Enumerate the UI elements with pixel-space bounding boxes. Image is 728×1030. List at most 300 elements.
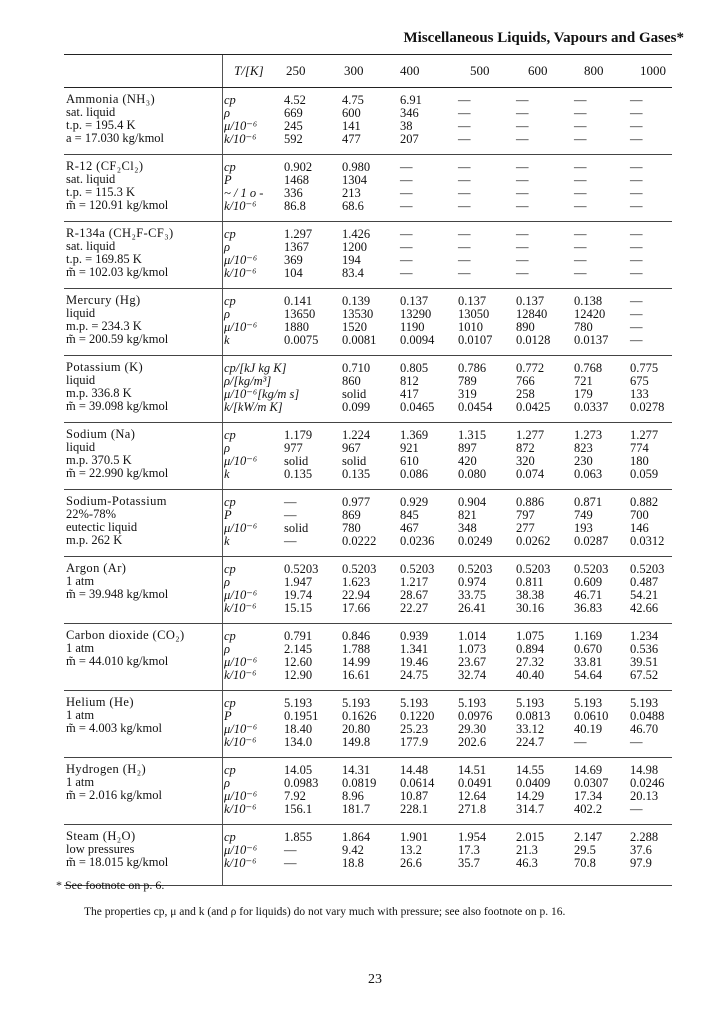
table-cell: 0.846	[342, 629, 371, 643]
table-cell: 0.0337	[574, 400, 609, 414]
table-cell: 24.75	[400, 668, 429, 682]
property-label: k/10⁻⁶	[224, 668, 257, 682]
table-cell: 5.193	[630, 696, 659, 710]
table-cell: 4.52	[284, 93, 306, 107]
footnote-text: The properties cp, μ and k (and ρ for liquids) do not vary much with pressure; see also footnote on p. 16.	[84, 906, 566, 918]
table-cell: —	[574, 253, 587, 267]
table-cell: —	[458, 93, 471, 107]
property-label: cp	[224, 495, 236, 509]
property-label: μ/10⁻⁶	[224, 320, 258, 334]
property-label: cp	[224, 696, 236, 710]
table-cell: 0.775	[630, 361, 659, 375]
table-cell: 5.193	[458, 696, 487, 710]
substance-info: 1 atm	[66, 574, 95, 588]
table-cell: 1.224	[342, 428, 371, 442]
table-cell: 0.0236	[400, 534, 435, 548]
table-cell: 10.87	[400, 789, 429, 803]
table-cell: solid	[284, 521, 309, 535]
table-cell: 0.786	[458, 361, 487, 375]
table-cell: —	[516, 160, 529, 174]
table-cell: 0.0262	[516, 534, 551, 548]
table-cell: —	[574, 240, 587, 254]
section-mercury	[64, 289, 672, 356]
table-cell: 14.05	[284, 763, 313, 777]
table-cell: —	[400, 227, 413, 241]
table-cell: 1.426	[342, 227, 371, 241]
table-cell: 27.32	[516, 655, 545, 669]
table-cell: —	[458, 199, 471, 213]
property-label: ρ	[224, 441, 230, 455]
table-cell: —	[400, 160, 413, 174]
property-label: cp	[224, 160, 236, 174]
table-cell: —	[574, 186, 587, 200]
section-argon	[64, 557, 672, 624]
table-cell: 823	[574, 441, 593, 455]
table-cell: 32.74	[458, 668, 487, 682]
table-cell: 14.69	[574, 763, 603, 777]
table-cell: 0.0107	[458, 333, 493, 347]
table-cell: 0.080	[458, 467, 487, 481]
table-cell: 12840	[516, 307, 548, 321]
section-helium	[64, 691, 672, 758]
table-cell: 610	[400, 454, 419, 468]
table-cell: 70.8	[574, 856, 596, 870]
table-cell: 0.768	[574, 361, 603, 375]
table-cell: 5.193	[574, 696, 603, 710]
table-cell: 1.217	[400, 575, 429, 589]
table-cell: 1.297	[284, 227, 313, 241]
table-cell: —	[458, 119, 471, 133]
table-cell: 0.871	[574, 495, 603, 509]
table-cell: 0.0312	[630, 534, 665, 548]
table-cell: 0.0465	[400, 400, 435, 414]
property-label: k/[kW/m K]	[224, 400, 283, 414]
table-cell: 12.64	[458, 789, 487, 803]
table-cell: —	[630, 320, 643, 334]
substance-info: m̃ = 102.03 kg/kmol	[66, 265, 169, 279]
table-cell: 0.0614	[400, 776, 435, 790]
section-sodium	[64, 423, 672, 490]
table-cell: 1.855	[284, 830, 313, 844]
table-cell: 890	[516, 320, 535, 334]
table-cell: 1880	[284, 320, 309, 334]
table-cell: —	[574, 106, 587, 120]
table-cell: 22.27	[400, 601, 429, 615]
table-cell: 797	[516, 508, 535, 522]
table-cell: —	[516, 240, 529, 254]
property-label: cp	[224, 93, 236, 107]
section-sodium-potassium	[64, 490, 672, 557]
table-cell: —	[284, 508, 297, 522]
table-cell: solid	[342, 454, 367, 468]
table-cell: 749	[574, 508, 593, 522]
table-cell: 320	[516, 454, 535, 468]
table-cell: 600	[342, 106, 361, 120]
section-steam	[64, 825, 672, 886]
property-label: cp	[224, 562, 236, 576]
table-cell: —	[458, 106, 471, 120]
col-header: 250	[286, 63, 306, 78]
table-cell: 46.71	[574, 588, 603, 602]
table-cell: —	[574, 266, 587, 280]
table-cell: 0.059	[630, 467, 659, 481]
table-cell: 420	[458, 454, 477, 468]
table-cell: 12.60	[284, 655, 313, 669]
table-cell: 0.882	[630, 495, 659, 509]
table-cell: 33.12	[516, 722, 545, 736]
table-cell: 1.623	[342, 575, 371, 589]
table-cell: 0.0491	[458, 776, 493, 790]
table-cell: 86.8	[284, 199, 306, 213]
table-cell: 181.7	[342, 802, 371, 816]
table-cell: 1.277	[516, 428, 545, 442]
table-cell: 19.46	[400, 655, 429, 669]
table-cell: 1190	[400, 320, 425, 334]
table-cell: 336	[284, 186, 303, 200]
table-cell: 33.81	[574, 655, 603, 669]
table-cell: 14.99	[342, 655, 371, 669]
substance-name: Carbon dioxide (CO₂)	[66, 628, 185, 642]
table-cell: 1.788	[342, 642, 371, 656]
substance-info: low pressures	[66, 842, 135, 856]
table-cell: 1468	[284, 173, 309, 187]
table-cell: 467	[400, 521, 419, 535]
table-cell: —	[630, 240, 643, 254]
table-cell: —	[574, 132, 587, 146]
table-cell: 97.9	[630, 856, 652, 870]
table-cell: —	[630, 333, 643, 347]
table-cell: 13530	[342, 307, 374, 321]
table-cell: —	[630, 93, 643, 107]
table-cell: 26.6	[400, 856, 422, 870]
substance-info: m.p. = 234.3 K	[66, 319, 142, 333]
table-cell: —	[574, 93, 587, 107]
property-label: cp	[224, 428, 236, 442]
table-cell: 1.273	[574, 428, 603, 442]
property-label: μ/10⁻⁶	[224, 843, 258, 857]
table-cell: —	[630, 106, 643, 120]
property-label: k/10⁻⁶	[224, 266, 257, 280]
property-label: μ/10⁻⁶	[224, 588, 258, 602]
table-cell: —	[400, 253, 413, 267]
table-cell: 20.80	[342, 722, 371, 736]
table-cell: 967	[342, 441, 361, 455]
section-hydrogen	[64, 758, 672, 825]
col-header: 300	[344, 63, 364, 78]
table-cell: —	[574, 199, 587, 213]
table-cell: 821	[458, 508, 477, 522]
table-cell: 0.0819	[342, 776, 377, 790]
table-cell: 13290	[400, 307, 432, 321]
table-cell: 0.086	[400, 467, 429, 481]
table-cell: 1200	[342, 240, 367, 254]
table-cell: 0.609	[574, 575, 603, 589]
substance-info: sat. liquid	[66, 105, 116, 119]
table-cell: 0.135	[284, 467, 313, 481]
table-cell: 812	[400, 374, 419, 388]
table-cell: 1.075	[516, 629, 545, 643]
table-cell: —	[516, 119, 529, 133]
substance-info: sat. liquid	[66, 239, 116, 253]
table-cell: 213	[342, 186, 361, 200]
table-cell: 4.75	[342, 93, 364, 107]
table-cell: 28.67	[400, 588, 429, 602]
table-cell: 0.886	[516, 495, 545, 509]
table-cell: 14.48	[400, 763, 429, 777]
property-label: ρ	[224, 240, 230, 254]
table-cell: 319	[458, 387, 477, 401]
substance-info: m̃ = 22.990 kg/kmol	[66, 466, 169, 480]
substance-info: m̃ = 2.016 kg/kmol	[66, 788, 162, 802]
table-cell: 1.341	[400, 642, 429, 656]
substance-info: t.p. = 195.4 K	[66, 118, 136, 132]
table-cell: 83.4	[342, 266, 364, 280]
table-cell: 592	[284, 132, 303, 146]
table-cell: 17.3	[458, 843, 480, 857]
properties-table	[64, 54, 672, 886]
table-cell: 14.29	[516, 789, 545, 803]
table-cell: 26.41	[458, 601, 487, 615]
substance-name: R-134a (CH₂F-CF₃)	[66, 226, 174, 240]
table-cell: —	[516, 93, 529, 107]
table-cell: 30.16	[516, 601, 545, 615]
table-cell: 0.139	[342, 294, 371, 308]
table-cell: 0.0610	[574, 709, 609, 723]
table-cell: 39.51	[630, 655, 659, 669]
table-cell: 13.2	[400, 843, 422, 857]
table-cell: 0.904	[458, 495, 487, 509]
table-cell: —	[630, 227, 643, 241]
property-label: cp	[224, 629, 236, 643]
table-cell: 0.5203	[630, 562, 665, 576]
table-cell: 271.8	[458, 802, 487, 816]
table-cell: 0.1220	[400, 709, 435, 723]
section-r12	[64, 155, 672, 222]
table-cell: —	[458, 240, 471, 254]
table-cell: 18.8	[342, 856, 364, 870]
property-label: μ/10⁻⁶	[224, 722, 258, 736]
table-cell: —	[630, 186, 643, 200]
substance-name: Potassium (K)	[66, 360, 144, 374]
table-cell: 721	[574, 374, 593, 388]
table-cell: 12420	[574, 307, 606, 321]
table-cell: 1520	[342, 320, 367, 334]
substance-info: m̃ = 39.098 kg/kmol	[66, 399, 169, 413]
table-cell: 67.52	[630, 668, 659, 682]
table-cell: 477	[342, 132, 361, 146]
table-cell: 1.864	[342, 830, 371, 844]
property-label: ρ	[224, 575, 230, 589]
property-label: cp/[kJ kg K]	[224, 361, 287, 375]
table-cell: 402.2	[574, 802, 603, 816]
table-cell: 17.66	[342, 601, 371, 615]
table-cell: 0.0278	[630, 400, 665, 414]
substance-name: R-12 (CF₂Cl₂)	[66, 159, 144, 173]
table-cell: 0.791	[284, 629, 313, 643]
property-label: cp	[224, 294, 236, 308]
substance-info: m̃ = 39.948 kg/kmol	[66, 587, 169, 601]
table-cell: 230	[574, 454, 593, 468]
table-cell: 0.099	[342, 400, 371, 414]
substance-info: t.p. = 115.3 K	[66, 185, 136, 199]
table-cell: 1.179	[284, 428, 313, 442]
table-cell: 0.811	[516, 575, 544, 589]
property-label: cp	[224, 763, 236, 777]
substance-info: m.p. 370.5 K	[66, 453, 132, 467]
table-cell: —	[630, 735, 643, 749]
table-cell: 0.5203	[574, 562, 609, 576]
table-cell: 224.7	[516, 735, 545, 749]
table-cell: 0.063	[574, 467, 603, 481]
table-cell: 258	[516, 387, 535, 401]
table-cell: 104	[284, 266, 303, 280]
table-cell: 314.7	[516, 802, 545, 816]
property-label: μ/10⁻⁶	[224, 253, 258, 267]
table-cell: 38	[400, 119, 413, 133]
table-cell: 0.0137	[574, 333, 609, 347]
table-cell: 2.147	[574, 830, 603, 844]
table-cell: 6.91	[400, 93, 422, 107]
table-cell: 245	[284, 119, 303, 133]
property-label: P	[224, 173, 232, 187]
table-cell: 5.193	[400, 696, 429, 710]
table-cell: 780	[574, 320, 593, 334]
table-cell: 1.169	[574, 629, 603, 643]
table-cell: 25.23	[400, 722, 429, 736]
table-cell: 0.670	[574, 642, 603, 656]
table-cell: 8.96	[342, 789, 364, 803]
table-cell: 1.369	[400, 428, 429, 442]
table-cell: 0.0976	[458, 709, 493, 723]
table-cell: 0.137	[458, 294, 487, 308]
table-cell: 33.75	[458, 588, 487, 602]
table-cell: —	[516, 253, 529, 267]
table-cell: 0.137	[400, 294, 429, 308]
table-cell: 15.15	[284, 601, 313, 615]
table-cell: 20.13	[630, 789, 659, 803]
table-cell: 0.487	[630, 575, 659, 589]
table-cell: 146	[630, 521, 649, 535]
table-cell: 1367	[284, 240, 309, 254]
substance-name: Steam (H₂O)	[66, 829, 136, 843]
table-cell: 40.19	[574, 722, 603, 736]
table-cell: 46.70	[630, 722, 659, 736]
property-label: ρ	[224, 642, 230, 656]
substance-info: m.p. 262 K	[66, 533, 123, 547]
property-label: μ/10⁻⁶	[224, 521, 258, 535]
substance-name: Sodium-Potassium	[66, 494, 167, 508]
table-cell: —	[630, 173, 643, 187]
table-cell: —	[458, 266, 471, 280]
table-cell: 0.939	[400, 629, 429, 643]
table-cell: 68.6	[342, 199, 364, 213]
table-cell: 9.42	[342, 843, 364, 857]
table-cell: solid	[342, 387, 367, 401]
substance-info: m̃ = 120.91 kg/kmol	[66, 198, 169, 212]
table-cell: 156.1	[284, 802, 313, 816]
table-cell: 0.0983	[284, 776, 319, 790]
section-co2	[64, 624, 672, 691]
table-cell: —	[630, 199, 643, 213]
table-cell: 0.5203	[342, 562, 377, 576]
table-cell: —	[458, 227, 471, 241]
property-label: k/10⁻⁶	[224, 132, 257, 146]
col-header: 600	[528, 63, 548, 78]
substance-info: liquid	[66, 306, 96, 320]
property-label: ρ/[kg/m³]	[224, 374, 272, 388]
table-cell: —	[630, 266, 643, 280]
table-cell: 2.288	[630, 830, 659, 844]
table-cell: 0.5203	[458, 562, 493, 576]
substance-info: 1 atm	[66, 708, 95, 722]
property-label: ρ	[224, 776, 230, 790]
substance-info: a = 17.030 kg/kmol	[66, 131, 165, 145]
table-cell: 0.894	[516, 642, 545, 656]
table-cell: 14.98	[630, 763, 659, 777]
property-label: μ/10⁻⁶	[224, 655, 258, 669]
table-cell: —	[400, 240, 413, 254]
table-cell: 0.0222	[342, 534, 377, 548]
table-cell: 0.772	[516, 361, 545, 375]
table-cell: —	[516, 227, 529, 241]
table-cell: 14.55	[516, 763, 545, 777]
table-cell: 0.0813	[516, 709, 551, 723]
table-cell: 0.074	[516, 467, 545, 481]
table-cell: 369	[284, 253, 303, 267]
table-cell: —	[284, 534, 297, 548]
property-label: k/10⁻⁶	[224, 735, 257, 749]
table-cell: —	[516, 173, 529, 187]
col-header: 1000	[640, 63, 666, 78]
table-cell: solid	[284, 454, 309, 468]
property-label: cp	[224, 227, 236, 241]
table-cell: 13050	[458, 307, 490, 321]
table-cell: 5.193	[284, 696, 313, 710]
table-cell: 40.40	[516, 668, 545, 682]
table-cell: 13650	[284, 307, 316, 321]
table-cell: 0.0081	[342, 333, 377, 347]
table-cell: 35.7	[458, 856, 480, 870]
table-cell: 141	[342, 119, 361, 133]
table-cell: —	[630, 294, 643, 308]
table-cell: 19.74	[284, 588, 313, 602]
table-cell: 872	[516, 441, 535, 455]
table-cell: —	[284, 843, 297, 857]
substance-info: m̃ = 200.59 kg/kmol	[66, 332, 169, 346]
col-header: 400	[400, 63, 420, 78]
table-cell: 194	[342, 253, 361, 267]
table-cell: 0.0488	[630, 709, 665, 723]
substance-info: liquid	[66, 373, 96, 387]
table-cell: 54.64	[574, 668, 603, 682]
table-cell: 0.141	[284, 294, 313, 308]
table-cell: 0.0249	[458, 534, 493, 548]
table-cell: 1.901	[400, 830, 429, 844]
property-label: k/10⁻⁶	[224, 601, 257, 615]
table-cell: 5.193	[516, 696, 545, 710]
table-cell: 2.015	[516, 830, 545, 844]
page-number: 23	[368, 972, 382, 987]
property-label: k/10⁻⁶	[224, 802, 257, 816]
table-cell: 0.805	[400, 361, 429, 375]
table-cell: 348	[458, 521, 477, 535]
property-label: μ/10⁻⁶[kg/m s]	[224, 387, 300, 401]
property-label: k/10⁻⁶	[224, 856, 257, 870]
substance-name: Mercury (Hg)	[66, 293, 141, 307]
table-cell: 38.38	[516, 588, 545, 602]
table-cell: 12.90	[284, 668, 313, 682]
table-cell: 0.5203	[284, 562, 319, 576]
